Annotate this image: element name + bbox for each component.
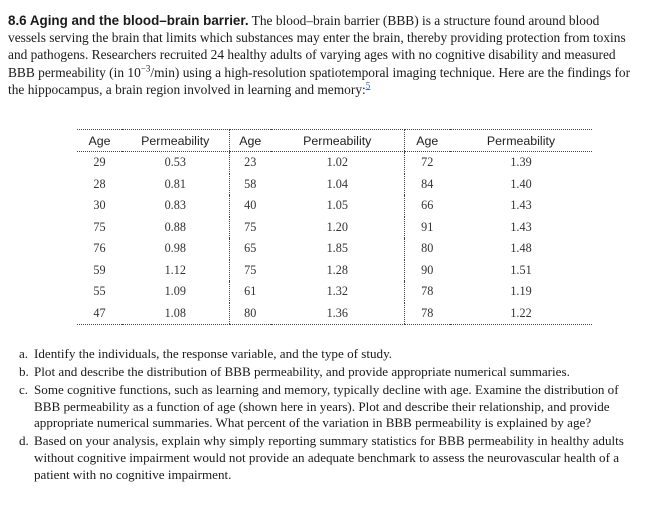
table-cell: 78	[404, 303, 450, 325]
table-cell: 76	[93, 241, 106, 256]
unit-exponent: −3	[140, 63, 151, 74]
header-age-3: Age	[404, 130, 450, 152]
table-cell: 75	[229, 260, 271, 282]
question-text: Plot and describe the distribution of BBB permeability, and provide appropriate numerical summaries.	[34, 364, 570, 380]
table-row	[77, 195, 592, 217]
table-cell: 1.48	[510, 241, 532, 256]
table-row	[77, 303, 592, 325]
intro-text: The blood–brain barrier (BBB) is a structure found around blood vessels serving the brain that limits which substances may enter the brain, thereby providing protection from toxins and pathogens. Researchers recruited 24 healthy adults of varying ages with no cognitive disability and measured BBB permeability (in 10	[8, 13, 626, 80]
question-text: Identify the individuals, the response variable, and the type of study.	[34, 346, 393, 361]
table-cell: 90	[404, 260, 450, 282]
header-age-1: Age	[77, 130, 122, 152]
table-cell: 40	[229, 195, 271, 217]
question-text: Some cognitive functions, such as learning and memory, typically decline with age. Examine the distribution of BBB permeability as a function of age (shown here in years). Plot and describe their relationship, and provide appropriate numerical summaries. What percent of the variation in BBB permeability is explained by age?	[34, 382, 619, 431]
table-cell: 1.12	[164, 262, 186, 277]
table-cell: 0.98	[164, 241, 186, 256]
table-cell: 80	[229, 303, 271, 325]
table-cell: 1.04	[326, 176, 348, 191]
table-cell: 58	[229, 174, 271, 196]
table-cell: 61	[229, 281, 271, 303]
question-list	[19, 346, 639, 485]
question-label: c.	[19, 382, 29, 398]
table-cell: 65	[229, 238, 271, 260]
table-cell: 1.05	[326, 198, 348, 213]
table-cell: 23	[229, 152, 271, 174]
table-cell: 1.28	[326, 262, 348, 277]
table-cell: 84	[404, 174, 450, 196]
data-table	[77, 129, 592, 325]
table-cell: 30	[93, 198, 106, 213]
table-cell: 72	[404, 152, 450, 174]
table-cell: 28	[93, 176, 106, 191]
table-cell: 66	[404, 195, 450, 217]
question-item	[19, 433, 639, 483]
table-cell: 1.09	[164, 284, 186, 299]
table-cell: 1.39	[510, 155, 532, 170]
question-item	[19, 364, 639, 381]
table-cell: 1.08	[122, 303, 229, 325]
table-row	[77, 217, 592, 239]
table-cell: 1.20	[326, 219, 348, 234]
table-cell: 1.85	[326, 241, 348, 256]
table-cell: 91	[404, 217, 450, 239]
question-label: b.	[19, 364, 29, 380]
table-cell: 0.81	[164, 176, 186, 191]
question-item	[19, 382, 639, 432]
table-cell: 1.40	[510, 176, 532, 191]
table-cell: 1.19	[510, 284, 532, 299]
table-cell: 47	[77, 303, 122, 325]
table-cell: 80	[404, 238, 450, 260]
table-header-row	[77, 130, 592, 152]
table-row	[77, 152, 592, 174]
table-cell: 75	[93, 219, 106, 234]
table-row	[77, 281, 592, 303]
question-item	[19, 346, 639, 363]
table-cell: 78	[404, 281, 450, 303]
table-cell: 0.88	[164, 219, 186, 234]
table-row	[77, 238, 592, 260]
header-age-2: Age	[229, 130, 271, 152]
question-label: d.	[19, 433, 29, 449]
intro-text-continued: /min) using a high-resolution spatiotemporal imaging technique. Here are the findings for the hippocampus, a brain region involved in learning and memory:	[8, 64, 631, 97]
table-cell: 1.43	[510, 219, 532, 234]
exercise-title: 8.6 Aging and the blood–brain barrier.	[8, 13, 249, 28]
table-cell: 75	[229, 217, 271, 239]
table-row	[77, 260, 592, 282]
question-label: a.	[19, 346, 29, 361]
table-cell: 0.83	[164, 198, 186, 213]
question-text: Based on your analysis, explain why simply reporting summary statistics for BBB permeability in healthy adults without cognitive impairment would not provide an adequate benchmark to assess the neurovascular health of a patient with no cognitive impairment.	[34, 433, 624, 482]
table-cell: 1.36	[271, 303, 404, 325]
table-cell: 1.22	[450, 303, 592, 325]
table-cell: 1.02	[326, 155, 348, 170]
table-cell: 1.51	[510, 262, 532, 277]
table-cell: 1.43	[510, 198, 532, 213]
table-cell: 55	[93, 284, 106, 299]
table-cell: 0.53	[164, 155, 186, 170]
header-permeability-3: Permeability	[450, 130, 592, 152]
exercise-intro	[8, 12, 638, 98]
table-row	[77, 174, 592, 196]
table-cell: 1.32	[326, 284, 348, 299]
table-cell: 59	[93, 262, 106, 277]
header-permeability-1: Permeability	[122, 130, 229, 152]
header-permeability-2: Permeability	[271, 130, 404, 152]
table-cell: 29	[93, 155, 106, 170]
footnote-link[interactable]: 5	[365, 80, 371, 91]
